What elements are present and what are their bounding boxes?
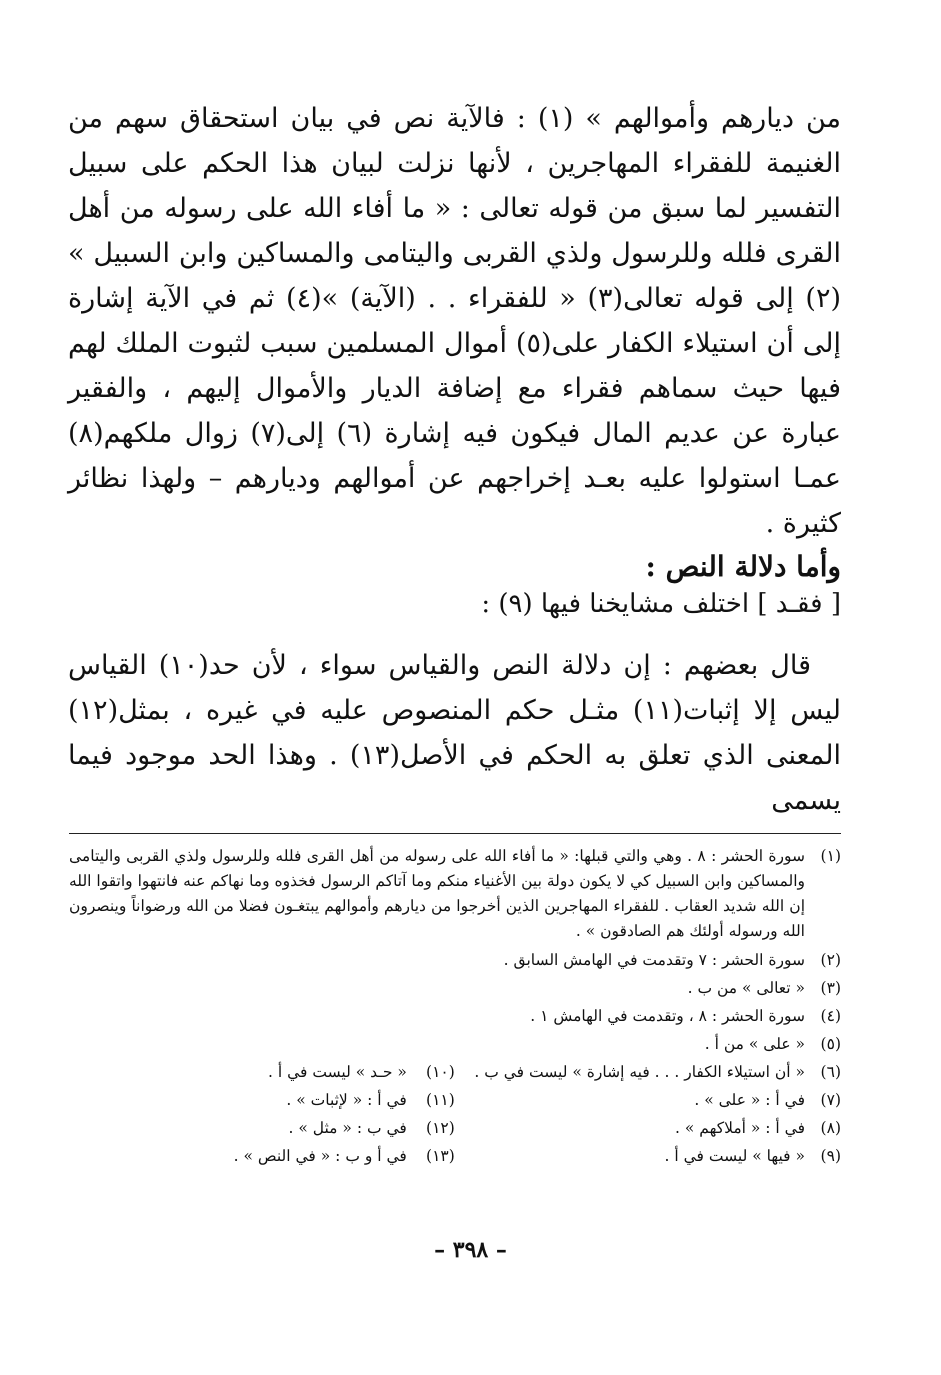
footnote-3 — [455, 974, 841, 1002]
footnote-text: في أ : « أملاكهم » . — [674, 1118, 805, 1137]
footnote-text: في أ : « على » . — [694, 1090, 805, 1109]
footnote-text: في ب : « مثل » . — [288, 1118, 407, 1137]
footnotes — [69, 844, 841, 1170]
footnote-text: « حـد » ليست في أ . — [268, 1062, 407, 1081]
footnote-6 — [455, 1058, 841, 1086]
footnote-spacer — [179, 1002, 455, 1030]
footnote-9 — [455, 1142, 841, 1170]
footnote-spacer — [179, 946, 455, 974]
footnote-text: « على » من أ . — [704, 1034, 805, 1053]
footnote-number: (١٠) — [426, 1062, 455, 1081]
footnote-divider — [69, 833, 841, 834]
footnote-text: في أ : « لإثبات » . — [286, 1090, 407, 1109]
footnote-number: (١٢) — [426, 1118, 455, 1137]
footnote-8 — [455, 1114, 841, 1142]
footnote-text: « أن استيلاء الكفار . . . فيه إشارة » ليست في ب . — [474, 1062, 805, 1081]
footnote-text: في أ و ب : « في النص » . — [233, 1146, 407, 1165]
footnote-number: (٧) — [820, 1090, 841, 1109]
footnote-1 — [69, 844, 841, 944]
footnote-column-left — [179, 946, 455, 1170]
footnote-4 — [455, 1002, 841, 1030]
footnote-10 — [179, 1058, 455, 1086]
main-text — [68, 96, 841, 823]
footnote-text: سورة الحشر : ٨ ، وتقدمت في الهامش ١ . — [530, 1006, 805, 1025]
section-heading: وأما دلالة النص : — [645, 550, 841, 583]
paragraph-1: من ديارهم وأموالهم » (١) : فالآية نص في بيان استحقاق سهم من الغنيمة للفقراء المهاجرين ، لأنها نزلت لبيان هذا الحكم على سبيل التفسير لما سبق من قوله تعالى : « ما أفاء الله على رسوله من أهل القرى فلله وللرسول ولذي القربى واليتامى والمساكين وابن السبيل » (٢) إلى قوله تعالى(٣) « للفقراء . . (الآية) »(٤) ثم في الآية إشارة إلى أن استيلاء الكفار على(٥) أموال المسلمين سبب لثبوت الملك لهم فيها حيث سماهم فقراء مع إضافة الديار والأموال إليهم ، والفقير عبارة عن عديم المال فيكون فيه إشارة (٦) إلى(٧) زوال ملكهم(٨) عمـا استولوا عليه بعـد إخراجهم عن أموالهم وديارهم – ولهذا نظائر كثيرة . — [68, 103, 842, 539]
paragraph-2: قال بعضهم : إن دلالة النص والقياس سواء ، لأن حد(١٠) القياس ليس إلا إثبات(١١) مثـل حكم المنصوص عليه في غيره ، بمثل(١٢) المعنى الذي تعلق به الحكم في الأصل(١٣) . وهذا الحد موجود فيما يسمى — [68, 650, 841, 816]
footnote-text: « تعالى » من ب . — [687, 978, 805, 997]
footnote-number: (١١) — [426, 1090, 455, 1109]
footnote-number: (٣) — [820, 978, 841, 997]
footnote-number: (٦) — [820, 1062, 841, 1081]
footnote-7 — [455, 1086, 841, 1114]
section-subheading: [ فقـد ] اختلف مشايخنا فيها (٩) : — [481, 589, 841, 619]
footnote-number: (٥) — [820, 1034, 841, 1053]
footnote-2 — [455, 946, 841, 974]
footnote-13 — [179, 1142, 455, 1170]
footnote-columns — [69, 946, 841, 1170]
footnote-number: (٩) — [820, 1146, 841, 1165]
footnote-text: سورة الحشر : ٨ . وهي والتي قبلها: « ما أفاء الله على رسوله من أهل القرى فلله وللرسول ولذي القربى واليتامى والمساكين وابن السبيل كي لا يكون دولة بين الأغنياء منكم وما آتاكم الرسول فخذوه وما نهاكم عنه فانتهوا واتقوا الله إن الله شديد العقاب . للفقراء المهاجرين الذين أخرجوا من ديارهم وأموالهم يبتغـون فضلا من الله ورضواناً وينصرون الله ورسوله أولئك هم الصادقون » . — [69, 847, 805, 940]
footnote-number: (٤) — [820, 1006, 841, 1025]
footnote-5 — [455, 1030, 841, 1058]
footnote-12 — [179, 1114, 455, 1142]
footnote-number: (١) — [820, 847, 841, 865]
footnote-number: (٢) — [820, 950, 841, 969]
footnote-text: سورة الحشر : ٧ وتقدمت في الهامش السابق . — [503, 950, 805, 969]
footnote-11 — [179, 1086, 455, 1114]
footnote-column-right — [455, 946, 841, 1170]
page-number: – ٣٩٨ – — [434, 1237, 507, 1263]
footnote-number: (١٣) — [426, 1146, 455, 1165]
footnote-text: « فيها » ليست في أ . — [664, 1146, 805, 1165]
footnote-spacer — [179, 974, 455, 1002]
footnote-spacer — [179, 1030, 455, 1058]
footnote-number: (٨) — [820, 1118, 841, 1137]
